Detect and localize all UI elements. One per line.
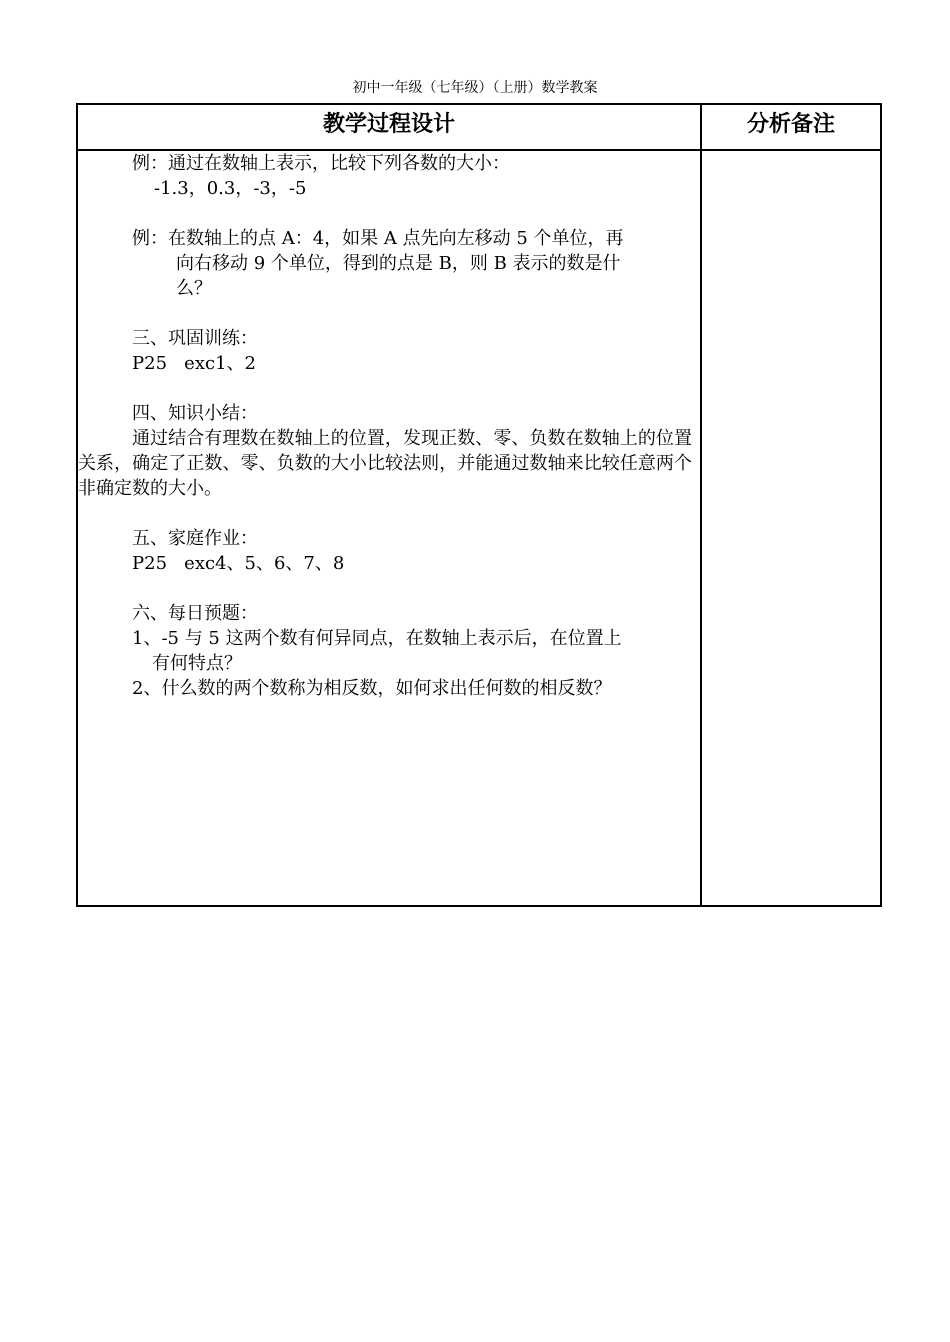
analysis-notes-header: 分析备注 [746, 112, 835, 137]
example2-line1: 例：在数轴上的点 A：4，如果 A 点先向左移动 5 个单位，再 [132, 228, 624, 249]
section4-summary: 通过结合有理数在数轴上的位置，发现正数、零、负数在数轴上的位置关系，确定了正数、零、负数的大小比较法则，并能通过数轴来比较任意两个非确定数的大小。 [78, 428, 692, 499]
example1-numbers: -1.3，0.3，-3，-5 [154, 178, 307, 199]
example1-question: 例：通过在数轴上表示，比较下列各数的大小： [132, 153, 510, 174]
section6-title: 六、每日预题： [132, 603, 258, 624]
section3-text: P25 exc1、2 [132, 353, 256, 374]
teaching-process-content [78, 151, 692, 701]
section6-question2: 2、什么数的两个数称为相反数，如何求出任何数的相反数？ [132, 678, 612, 699]
lesson-plan-table [76, 103, 882, 907]
section5-text: P25 exc4、5、6、7、8 [132, 553, 345, 574]
page-header: 初中一年级（七年级）（上册）数学教案 [352, 80, 598, 96]
teaching-process-header: 教学过程设计 [322, 112, 455, 137]
section4-title: 四、知识小结： [132, 403, 258, 424]
section3-title: 三、巩固训练： [132, 328, 258, 349]
section6-question1-line1: 1、-5 与 5 这两个数有何异同点，在数轴上表示后，在位置上 [132, 628, 622, 649]
section5-title: 五、家庭作业： [132, 528, 258, 549]
example2-line3: 么？ [176, 278, 212, 299]
section6-question1-line2: 有何特点？ [152, 653, 242, 674]
example2-line2: 向右移动 9 个单位，得到的点是 B，则 B 表示的数是什 [176, 253, 621, 274]
column-divider [700, 105, 702, 905]
